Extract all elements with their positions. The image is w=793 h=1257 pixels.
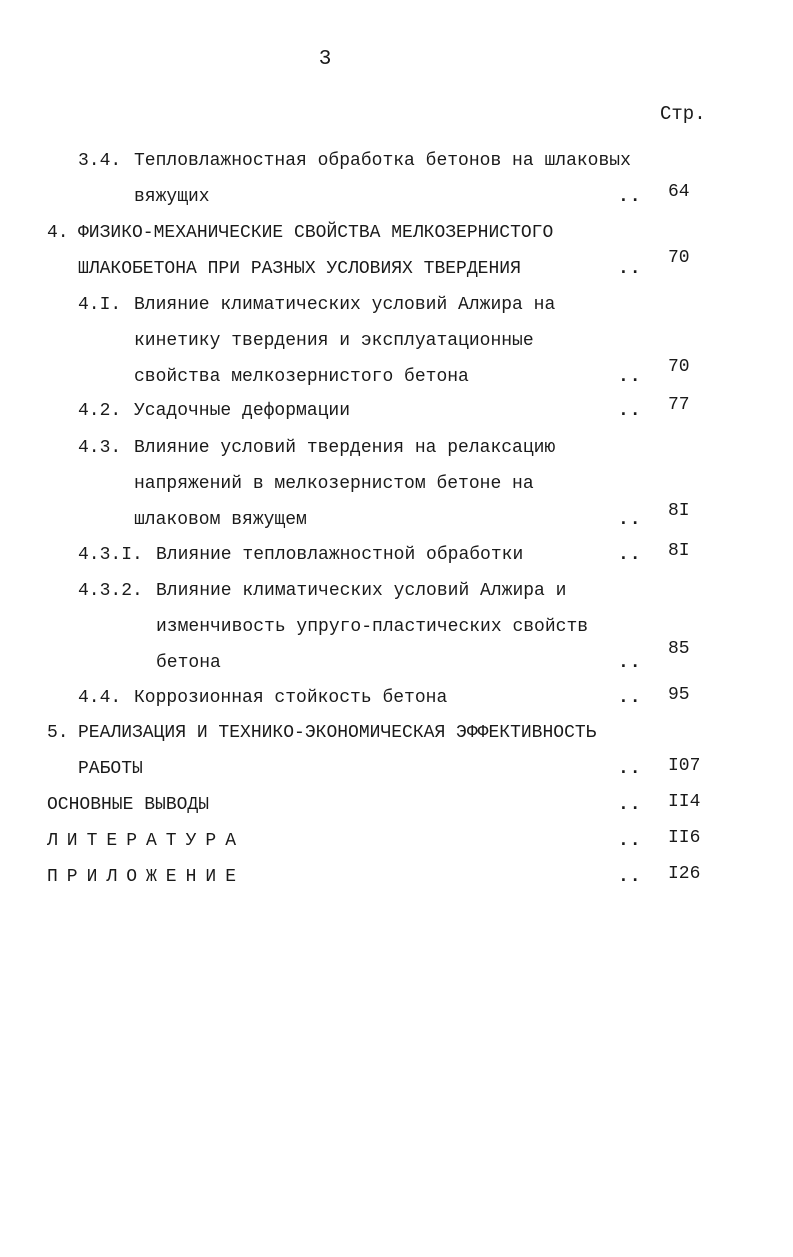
- toc-page-number: 77: [668, 395, 690, 415]
- toc-leader-dots: ..: [618, 259, 642, 279]
- toc-page-number: 8I: [668, 541, 690, 561]
- toc-entry-title: шлаковом вяжущем: [134, 510, 307, 530]
- toc-entry-title: ЛИТЕРАТУРА: [47, 831, 246, 851]
- toc-entry-number: 4.3.: [78, 438, 122, 458]
- toc-entry-title: Коррозионная стойкость бетона: [134, 688, 448, 708]
- toc-page-number: 95: [668, 685, 690, 705]
- toc-entry-title: свойства мелкозернистого бетона: [134, 367, 469, 387]
- toc-entry-title: Влияние климатических условий Алжира и: [156, 581, 567, 601]
- toc-page-number: I26: [668, 864, 701, 884]
- toc-entry-title: РЕАЛИЗАЦИЯ И ТЕХНИКО-ЭКОНОМИЧЕСКАЯ ЭФФЕКТИВНОСТЬ: [78, 723, 597, 743]
- page-column-heading: Стр.: [660, 103, 706, 125]
- toc-entry-number: 4.3.I.: [78, 545, 143, 565]
- toc-entry-title: Усадочные деформации: [134, 401, 351, 421]
- toc-entry-title: ОСНОВНЫЕ ВЫВОДЫ: [47, 795, 210, 815]
- toc-entry-title: изменчивость упруго-пластических свойств: [156, 617, 589, 637]
- toc-entry-title: ПРИЛОЖЕНИЕ: [47, 867, 246, 887]
- toc-leader-dots: ..: [618, 653, 642, 673]
- toc-entry-title: РАБОТЫ: [78, 759, 143, 779]
- toc-entry-title: Тепловлажностная обработка бетонов на шлаковых: [134, 151, 631, 171]
- toc-leader-dots: ..: [618, 545, 642, 565]
- toc-entry-number: 5.: [47, 723, 69, 743]
- toc-leader-dots: ..: [618, 688, 642, 708]
- toc-entry-title: Влияние климатических условий Алжира на: [134, 295, 556, 315]
- toc-page-number: 70: [668, 248, 690, 268]
- toc-page-number: 64: [668, 182, 690, 202]
- toc-page-number: I07: [668, 756, 701, 776]
- toc-page-number: 70: [668, 357, 690, 377]
- toc-entry-title: бетона: [156, 653, 221, 673]
- toc-entry-title: напряжений в мелкозернистом бетоне на: [134, 474, 534, 494]
- toc-page-number: 8I: [668, 501, 690, 521]
- toc-leader-dots: ..: [618, 867, 642, 887]
- toc-entry-number: 4.I.: [78, 295, 122, 315]
- toc-entry-number: 3.4.: [78, 151, 122, 171]
- toc-entry-title: Влияние условий твердения на релаксацию: [134, 438, 556, 458]
- toc-leader-dots: ..: [618, 831, 642, 851]
- toc-entry-title: ФИЗИКО-МЕХАНИЧЕСКИЕ СВОЙСТВА МЕЛКОЗЕРНИСТОГО: [78, 223, 554, 243]
- toc-page-number: II4: [668, 792, 701, 812]
- toc-entry-title: Влияние тепловлажностной обработки: [156, 545, 524, 565]
- toc-entry-number: 4.3.2.: [78, 581, 143, 601]
- toc-leader-dots: ..: [618, 510, 642, 530]
- toc-leader-dots: ..: [618, 367, 642, 387]
- toc-entry-number: 4.2.: [78, 401, 122, 421]
- toc-leader-dots: ..: [618, 401, 642, 421]
- toc-entry-number: 4.: [47, 223, 69, 243]
- toc-entry-number: 4.4.: [78, 688, 122, 708]
- toc-entry-title: кинетику твердения и эксплуатационные: [134, 331, 534, 351]
- toc-leader-dots: ..: [618, 759, 642, 779]
- toc-page-number: II6: [668, 828, 701, 848]
- toc-leader-dots: ..: [618, 187, 642, 207]
- toc-entry-title: вяжущих: [134, 187, 210, 207]
- toc-leader-dots: ..: [618, 795, 642, 815]
- toc-page-number: 85: [668, 639, 690, 659]
- toc-entry-title: ШЛАКОБЕТОНА ПРИ РАЗНЫХ УСЛОВИЯХ ТВЕРДЕНИЯ: [78, 259, 521, 279]
- page-number: 3: [318, 48, 332, 71]
